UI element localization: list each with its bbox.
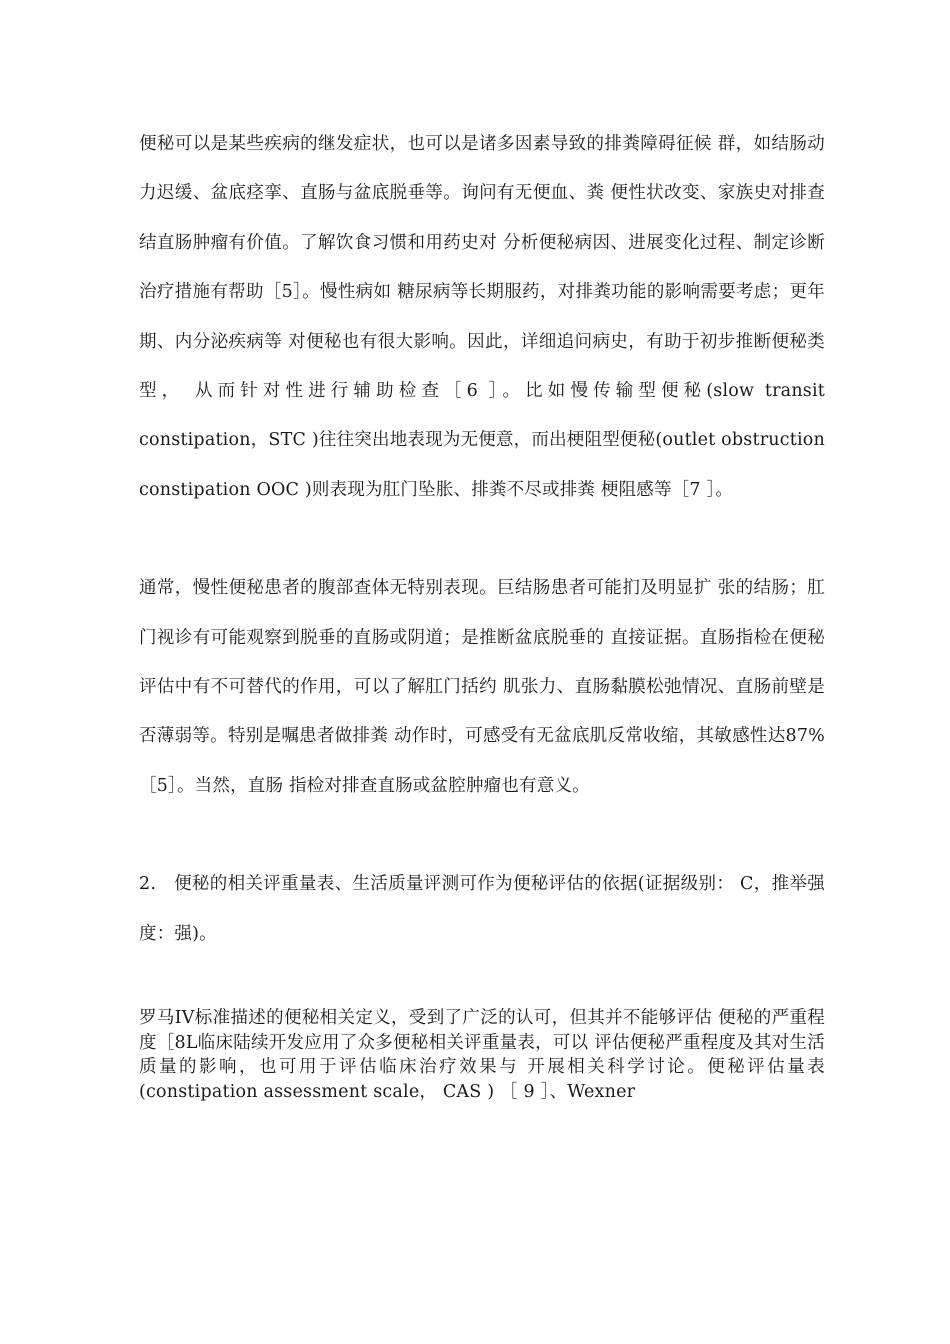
paragraph-rome-iv: 罗马IV标准描述的便秘相关定义，受到了广泛的认可，但其并不能够评估 便秘的严重程度［8L临床陆续开发应用了众多便秘相关评重量表，可以 评估便秘严重程度及其对生活质量的影响，也可用于评估临床治疗效果与 开展相关科学讨论。便秘评估量表(constipation assessment scale， CAS ) ［ 9 ］、Wexner [139, 1008, 825, 1102]
paragraph-physical-exam: 通常，慢性便秘患者的腹部查体无特别表现。巨结肠患者可能扪及明显扩 张的结肠；肛门视诊有可能观察到脱垂的直肠或阴道；是推断盆底脱垂的 直接证据。直肠指检在便秘评估中有不可替代的作用，可以了解肛门括约 肌张力、直肠黏膜松弛情况、直肠前壁是否薄弱等。特别是嘱患者做排粪 动作时，可感受有无盆底肌反常收缩，其敏感性达87% ［5］。当然，直肠 指检对排查直肠或盆腔肿瘤也有意义。 [139, 578, 825, 796]
paragraph-section-2-heading: 2. 便秘的相关评重量表、生活质量评测可作为便秘评估的依据(证据级别： C，推举强度：强)。 [139, 874, 825, 944]
document-page [139, 120, 825, 1104]
paragraph-medical-history: 便秘可以是某些疾病的继发症状，也可以是诸多因素导致的排粪障碍征候 群，如结肠动力迟缓、盆底痉挛、直肠与盆底脱垂等。询问有无便血、粪 便性状改变、家族史对排查结直肠肿瘤有价值。了解饮食习惯和用药史对 分析便秘病因、进展变化过程、制定诊断治疗措施有帮助［5］。慢性病如 糖尿病等长期服药，对排粪功能的影响需要考虑；更年期、内分泌疾病等 对便秘也有很大影响。因此，详细追问病史，有助于初步推断便秘类型， 从而针对性进行辅助检查［6 ］。比如慢传输型便秘(slow transit constipation，STC )往往突出地表现为无便意，而出梗阻型便秘(outlet obstruction constipation OOC )则表现为肛门坠胀、排粪不尽或排粪 梗阻感等［7 ］。 [139, 134, 825, 500]
